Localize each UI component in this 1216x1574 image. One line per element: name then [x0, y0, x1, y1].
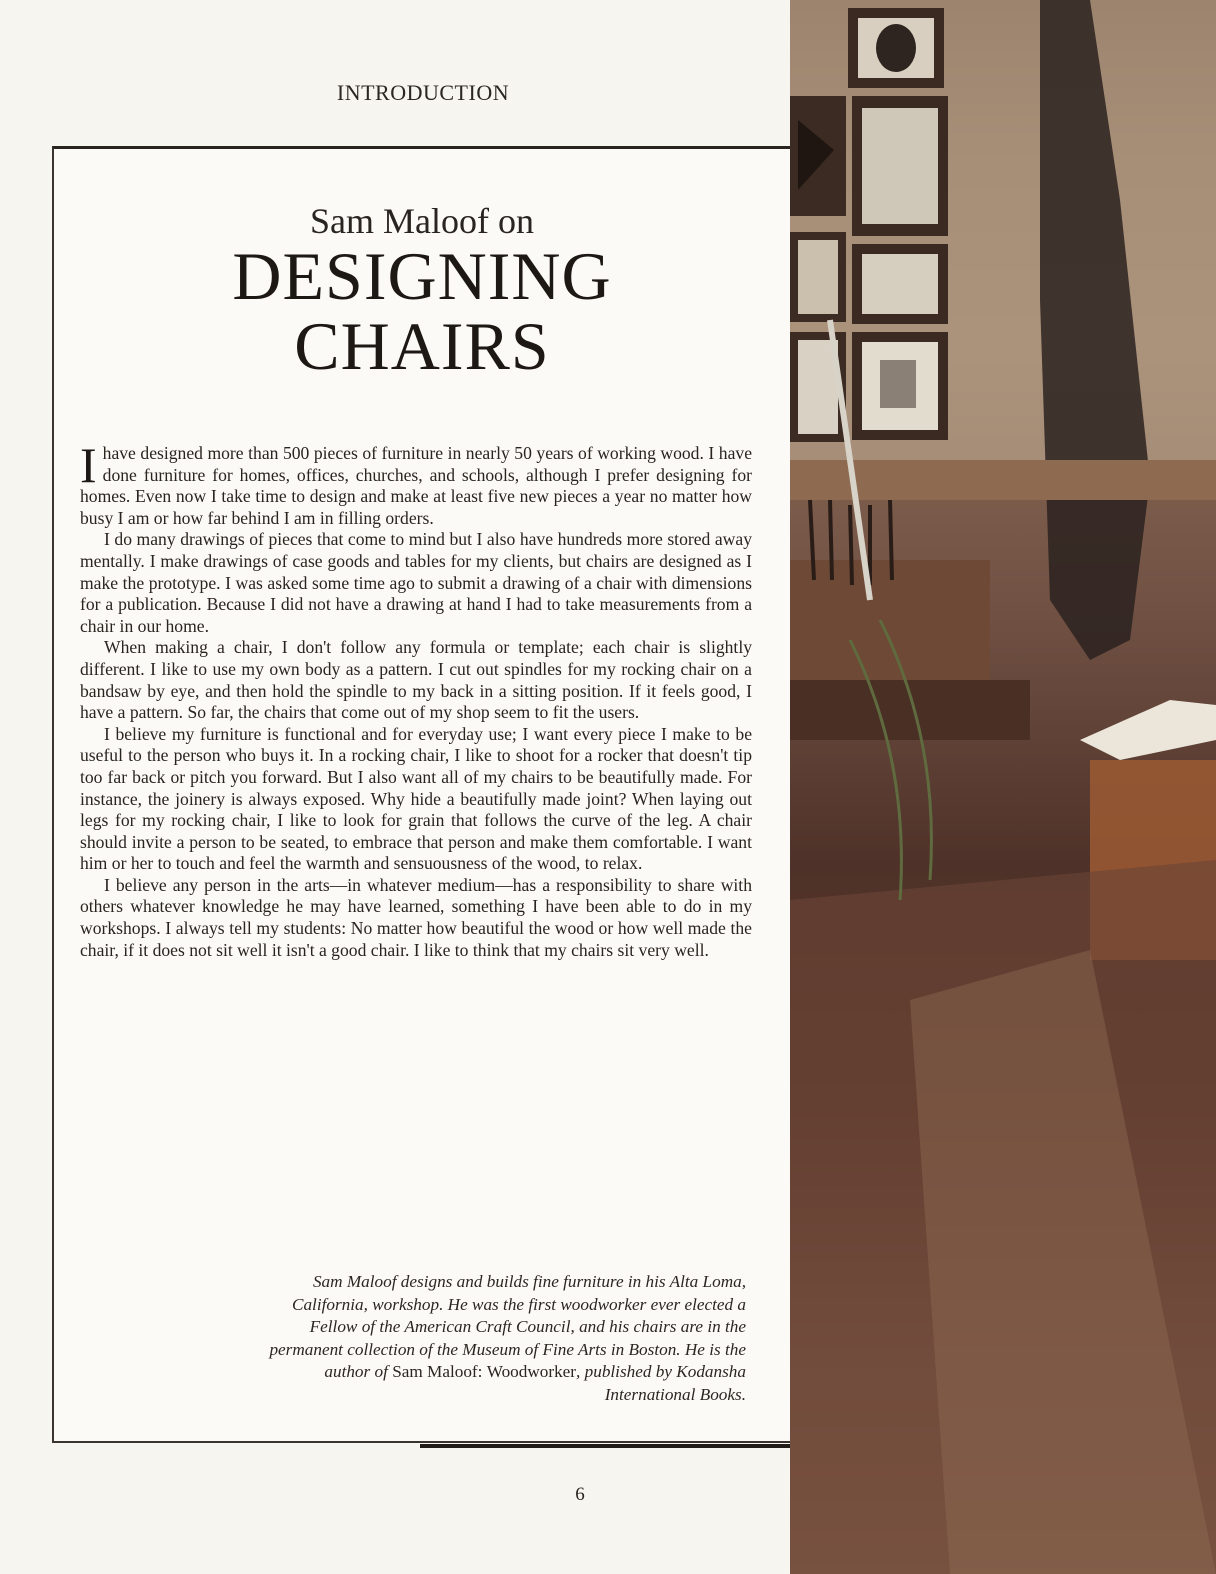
- bio-book-title-1: Sam Maloof:: [392, 1362, 483, 1382]
- bio-book-title-2: Woodworker: [486, 1362, 577, 1382]
- paragraph-5: I believe any person in the arts—in whatever medium—has a responsibility to share with others whatever knowledge he may have learned, something I have been able to do in my workshops. I always tell my students: No matter how beautiful the wood or how well made the chair, if it does not sit well it isn't a good chair. I like to think that my chairs sit very well.: [80, 874, 752, 960]
- article-subtitle: Sam Maloof on: [310, 201, 534, 241]
- drop-cap: I: [80, 437, 97, 493]
- article-title-line-1: DESIGNING: [232, 238, 612, 314]
- article-title-line-2: CHAIRS: [294, 308, 550, 384]
- paragraph-2: I do many drawings of pieces that come to mind but I also have hundreds more stored away mentally. I make drawings of case goods and tables for my clients, but chairs are designed as I make the prototype. I was asked some time ago to submit a drawing of a chair with dimensions for a publication. Because I did not have a drawing at hand I had to take measurements from a chair in our home.: [80, 529, 752, 636]
- title-block: [54, 199, 790, 384]
- workshop-photo: [790, 0, 1216, 1574]
- bottom-rule: [420, 1444, 792, 1448]
- article-box: [52, 146, 790, 1443]
- paragraph-1: [80, 437, 752, 529]
- paragraph-3: When making a chair, I don't follow any formula or template; each chair is slightly different. I like to use my own body as a pattern. I cut out spindles for my rocking chair on a bandsaw by eye, and then hold the spindle to my back in a sitting position. If it feels good, I have a pattern. So far, the chairs that come out of my shop seem to fit the users.: [80, 637, 752, 723]
- bio-text-2: , published by Kodansha International Books.: [576, 1362, 746, 1404]
- running-head: INTRODUCTION: [336, 80, 510, 105]
- paragraph-1-text: have designed more than 500 pieces of furniture in nearly 50 years of working wood. I have done furniture for homes, offices, churches, and schools, although I prefer designing for homes. Even now I take time to design and make at least five new pieces a year no matter how busy I am or how far behind I am in filling orders.: [80, 443, 752, 528]
- workshop-photo-icon: [790, 0, 1216, 1574]
- article-body: [80, 437, 752, 961]
- paragraph-4: I believe my furniture is functional and for everyday use; I want every piece I make to be useful to the person who buys it. In a rocking chair, I like to shoot for a rocker that doesn't tip too far back or pitch you forward. But I also want all of my chairs to be beautifully made. For instance, the joinery is always exposed. Why hide a beautifully made joint? When laying out legs for my rocking chair, I like to look for grain that follows the curve of the leg. A chair should invite a person to be seated, to embrace that person and make them comfortable. I want him or her to touch and feel the warmth and sensuousness of the wood, to relax.: [80, 723, 752, 874]
- author-bio: [254, 1271, 746, 1407]
- bio-text-1: Sam Maloof designs and builds fine furniture in his Alta Loma, California, workshop. He was the first woodworker ever elected a Fellow of the American Craft Council, and his chairs are in the permanent collection of the Museum of Fine Arts in Boston. He is the author of: [269, 1272, 746, 1382]
- page-number: 6: [575, 1484, 585, 1505]
